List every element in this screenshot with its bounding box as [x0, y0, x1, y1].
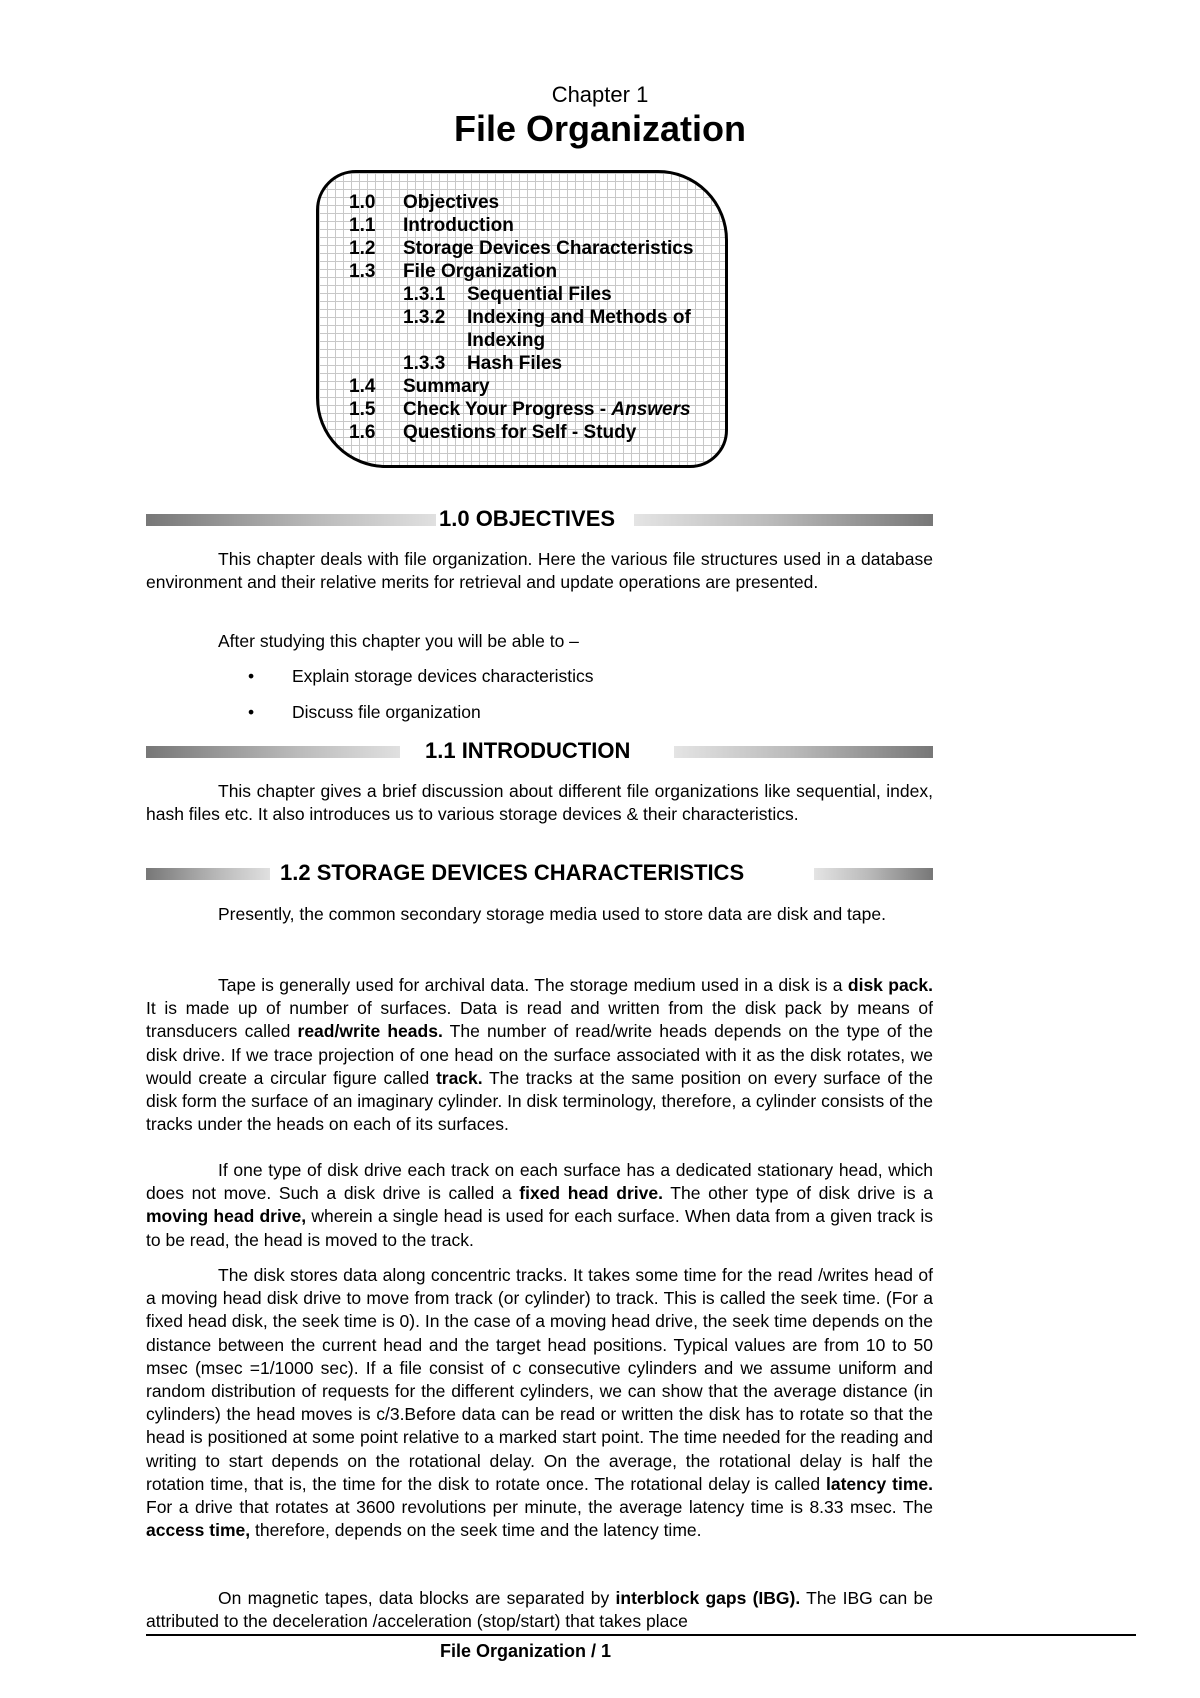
chapter-label: Chapter 1 [551, 82, 649, 107]
section-title: 1.0 OBJECTIVES [439, 506, 616, 531]
introduction-paragraph: This chapter gives a brief discussion about different file organizations like sequential, index, hash files etc. It also introduces us to various storage devices & their characteristics. [146, 781, 933, 825]
storage-paragraph-5: On magnetic tapes, data blocks are separated by interblock gaps (IBG). The IBG can be attributed to the deceleration /acceleration (stop/start) that takes place [146, 1588, 934, 1632]
storage-paragraph-2: Tape is generally used for archival data. The storage medium used in a disk is a disk pack. It is made up of number of surfaces. Data is read and written from the disk pack by means of transducers called read/write heads. The number of read/write heads depends on the type of the disk drive. If we trace projection of one head on the surface associated with it as the disk rotates, we would create a circular figure called track. The tracks at the same position on every surface of the disk form the surface of an imaginary cylinder. In disk terminology, therefore, a cylinder consists of the tracks under the heads on each of its surfaces. [146, 975, 933, 1135]
section-heading-introduction [146, 738, 933, 764]
chapter-title: File Organization [453, 108, 747, 149]
footer-rule [146, 1634, 1136, 1636]
page-footer: File Organization / 1 [440, 1641, 612, 1661]
storage-paragraph-3: If one type of disk drive each track on each surface has a dedicated stationary head, which does not move. Such a disk drive is called a fixed head drive. The other type of disk drive is a moving head drive, wherein a single head is used for each surface. When data from a given track is to be read, the head is moved to the track. [146, 1160, 934, 1250]
heading-bar-right [814, 868, 933, 880]
table-of-contents: 1.0 Objectives 1.1 Introduction 1.2 Storage Devices Characteristics 1.3 File Organization 1.3.1 Sequential Files 1.3.2 Indexing and Methods of Indexing 1.3.3 Hash Files 1.4 Summary 1.5 Check Your Progress - Answers 1.6 Questions for Self - Study [316, 170, 728, 468]
section-title: 1.2 STORAGE DEVICES CHARACTERISTICS [280, 860, 745, 885]
section-heading-storage [146, 860, 933, 886]
heading-bar-left [146, 868, 270, 880]
storage-paragraph-1: Presently, the common secondary storage media used to store data are disk and tape. [218, 904, 886, 924]
section-heading-objectives [146, 506, 933, 532]
heading-bar-left [146, 514, 436, 526]
objectives-paragraph: This chapter deals with file organization. Here the various file structures used in a database environment and their relative merits for retrieval and update operations are presented. [146, 549, 933, 593]
objectives-lead: After studying this chapter you will be able to – [218, 631, 579, 651]
heading-bar-right [674, 746, 933, 758]
heading-bar-left [146, 746, 400, 758]
heading-bar-right [634, 514, 933, 526]
section-title: 1.1 INTRODUCTION [425, 738, 631, 763]
storage-paragraph-4: The disk stores data along concentric tracks. It takes some time for the read /writes head of a moving head disk drive to move from track (or cylinder) to track. This is called the seek time. (For a fixed head disk, the seek time is 0). In the case of a moving head drive, the seek time depends on the distance between the current head and the target head positions. Typical values are from 10 to 50 msec (msec =1/1000 sec). If a file consist of c consecutive cylinders and we assume uniform and random distribution of requests for the different cylinders, we can show that the average distance (in cylinders) the head moves is c/3.Before data can be read or written the disk has to rotate so that the head is positioned at some point relative to a marked start point. The time needed for the reading and writing to start depends on the rotational delay. On the average, the rotational delay is half the rotation time, that is, the time for the disk to rotate once. The rotational delay is called latency time. For a drive that rotates at 3600 revolutions per minute, the average latency time is 8.33 msec. The access time, therefore, depends on the seek time and the latency time. [146, 1265, 933, 1541]
